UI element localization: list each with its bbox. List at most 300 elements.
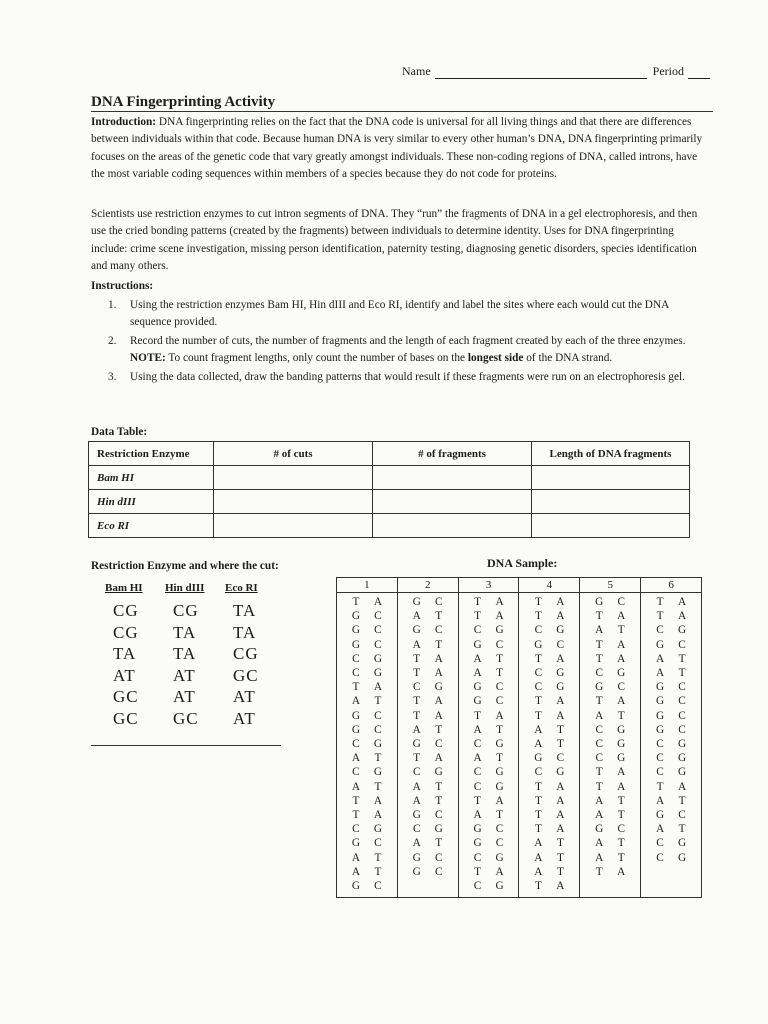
dna-base: T bbox=[656, 610, 664, 623]
dna-column-number: 5 bbox=[580, 578, 641, 593]
dna-base: C bbox=[473, 624, 482, 637]
step-number: 3. bbox=[108, 371, 117, 383]
dna-base: T bbox=[534, 823, 542, 836]
dna-base: T bbox=[556, 837, 564, 850]
col-restriction-enzyme: Restriction Enzyme bbox=[89, 442, 214, 466]
introduction-label: Introduction: bbox=[91, 116, 157, 128]
dna-column-cell[interactable] bbox=[458, 593, 519, 898]
dna-base: A bbox=[595, 794, 604, 807]
dna-table-header-row bbox=[337, 578, 702, 593]
dna-base: C bbox=[656, 851, 664, 864]
step-text: Using the restriction enzymes Bam HI, Hin dIII and Eco RI, identify and label the sites where each would cut the DNA sequence provided. bbox=[130, 299, 669, 328]
col-num-cuts: # of cuts bbox=[214, 442, 373, 466]
dna-base: G bbox=[473, 837, 482, 850]
lengths-cell[interactable] bbox=[532, 490, 690, 514]
enzyme-column-hindiii bbox=[165, 582, 225, 729]
dna-base: G bbox=[677, 851, 687, 864]
dna-base: T bbox=[374, 780, 382, 793]
dna-base: T bbox=[534, 695, 542, 708]
dna-base: C bbox=[473, 738, 482, 751]
dna-base: A bbox=[655, 823, 665, 836]
dna-base: G bbox=[655, 695, 665, 708]
dna-column-cell[interactable] bbox=[397, 593, 458, 898]
dna-base: A bbox=[495, 610, 504, 623]
dna-base: A bbox=[655, 667, 665, 680]
dna-base: C bbox=[595, 723, 603, 736]
dna-base: A bbox=[617, 780, 626, 793]
instructions-heading: Instructions: bbox=[91, 280, 154, 292]
dna-base: T bbox=[534, 596, 542, 608]
dna-base: T bbox=[413, 652, 421, 665]
dna-base: C bbox=[678, 809, 686, 822]
enzyme-label: Hin dIII bbox=[165, 582, 205, 594]
dna-base: G bbox=[412, 624, 421, 637]
base-pair: GC bbox=[113, 687, 139, 706]
dna-base: C bbox=[412, 681, 421, 694]
dna-base: C bbox=[678, 681, 686, 694]
dna-base: A bbox=[556, 823, 565, 836]
dna-base: T bbox=[595, 865, 603, 878]
dna-base: T bbox=[617, 709, 625, 722]
dna-base: G bbox=[351, 624, 360, 637]
dna-base: A bbox=[534, 865, 543, 878]
base-pair: TA bbox=[113, 644, 137, 663]
dna-column-number: 4 bbox=[519, 578, 580, 593]
base-pair: AT bbox=[233, 708, 256, 728]
enzyme-label: Bam HI bbox=[105, 582, 143, 594]
dna-base: G bbox=[677, 752, 687, 765]
dna-base: A bbox=[556, 709, 565, 722]
dna-base: A bbox=[556, 809, 565, 822]
period-field-line[interactable] bbox=[688, 66, 710, 79]
dna-base: T bbox=[374, 851, 382, 864]
dna-base: G bbox=[434, 823, 443, 836]
dna-base: T bbox=[474, 794, 482, 807]
note-label: NOTE: bbox=[130, 351, 166, 364]
enzyme-name: Eco RI bbox=[89, 514, 214, 538]
dna-base: G bbox=[412, 851, 421, 864]
dna-base: G bbox=[412, 738, 421, 751]
dna-base: A bbox=[351, 865, 360, 878]
dna-base: T bbox=[352, 794, 360, 807]
dna-base: G bbox=[495, 624, 504, 637]
dna-base: A bbox=[473, 752, 482, 765]
base-pair: GC bbox=[113, 708, 139, 728]
base-pair: AT bbox=[113, 665, 136, 685]
dna-base: T bbox=[435, 794, 443, 807]
dna-sequence bbox=[337, 595, 397, 893]
dna-base: A bbox=[373, 681, 382, 694]
data-table bbox=[88, 441, 690, 538]
dna-column-cell[interactable] bbox=[641, 593, 702, 898]
dna-base: T bbox=[556, 738, 564, 751]
dna-strand-left bbox=[406, 595, 428, 879]
dna-base: C bbox=[374, 880, 382, 893]
dna-base: G bbox=[473, 681, 482, 694]
dna-base: G bbox=[617, 752, 626, 765]
data-table-header-row bbox=[89, 442, 690, 466]
dna-base: A bbox=[373, 794, 382, 807]
dna-base: T bbox=[496, 809, 504, 822]
dna-base: G bbox=[556, 766, 565, 779]
dna-base: C bbox=[352, 667, 360, 680]
dna-base: G bbox=[351, 723, 360, 736]
restriction-enzyme-heading: Restriction Enzyme and where the cut: bbox=[91, 560, 279, 572]
dna-base: T bbox=[617, 624, 625, 637]
dna-base: C bbox=[556, 638, 565, 651]
instruction-step bbox=[108, 369, 708, 386]
dna-base: T bbox=[656, 780, 664, 793]
lengths-cell[interactable] bbox=[532, 514, 690, 538]
dna-base: C bbox=[352, 738, 360, 751]
dna-base: A bbox=[677, 610, 687, 623]
dna-base: T bbox=[595, 610, 603, 623]
dna-column-number: 3 bbox=[458, 578, 519, 593]
dna-base: C bbox=[678, 723, 686, 736]
dna-base: T bbox=[374, 865, 382, 878]
dna-base: T bbox=[435, 837, 443, 850]
step-text-part: Record the number of cuts, the number of fragments and the length of each fragment created by each of the three enzymes. bbox=[130, 335, 686, 347]
dna-sequence bbox=[641, 595, 701, 865]
dna-base: A bbox=[595, 624, 604, 637]
dna-base: G bbox=[373, 667, 382, 680]
fragments-cell[interactable] bbox=[373, 490, 532, 514]
dna-base: C bbox=[534, 624, 543, 637]
divider-line bbox=[91, 745, 281, 746]
dna-base: A bbox=[556, 780, 565, 793]
step-text bbox=[130, 333, 708, 366]
dna-base: A bbox=[412, 610, 421, 623]
dna-base: T bbox=[435, 723, 443, 736]
step-text-part: of the DNA strand. bbox=[526, 351, 613, 364]
dna-base: C bbox=[534, 766, 543, 779]
base-pair: CG bbox=[113, 601, 139, 620]
dna-base: C bbox=[595, 752, 603, 765]
dna-column-number: 6 bbox=[641, 578, 702, 593]
dna-base: C bbox=[473, 780, 482, 793]
dna-base: A bbox=[351, 780, 360, 793]
dna-table-body-row bbox=[337, 593, 702, 898]
dna-base: G bbox=[677, 738, 687, 751]
dna-strand-right bbox=[671, 595, 693, 865]
dna-base: A bbox=[412, 780, 421, 793]
dna-base: A bbox=[473, 667, 482, 680]
dna-base: G bbox=[655, 709, 665, 722]
dna-base: A bbox=[617, 766, 626, 779]
dna-base: A bbox=[351, 851, 360, 864]
dna-base: G bbox=[677, 837, 687, 850]
dna-strand-left bbox=[467, 595, 489, 893]
dna-strand-right bbox=[549, 595, 571, 893]
dna-base: G bbox=[655, 809, 665, 822]
dna-base: A bbox=[434, 709, 443, 722]
dna-base: C bbox=[412, 823, 421, 836]
dna-base: A bbox=[677, 596, 687, 608]
dna-base: G bbox=[473, 695, 482, 708]
dna-column-cell[interactable] bbox=[337, 593, 398, 898]
dna-base: G bbox=[495, 766, 504, 779]
step-number: 2. bbox=[108, 335, 117, 347]
table-row bbox=[89, 466, 690, 490]
page-title: DNA Fingerprinting Activity bbox=[91, 94, 276, 110]
longest-side-emphasis: longest side bbox=[467, 351, 524, 364]
dna-base: C bbox=[434, 738, 443, 751]
dna-base: A bbox=[534, 837, 543, 850]
dna-base: G bbox=[373, 738, 382, 751]
col-fragment-lengths: Length of DNA fragments bbox=[532, 442, 690, 466]
dna-base: A bbox=[534, 738, 543, 751]
dna-base: C bbox=[374, 837, 382, 850]
dna-base: A bbox=[556, 652, 565, 665]
dna-base: T bbox=[474, 610, 482, 623]
dna-base: T bbox=[617, 837, 625, 850]
base-pair: GC bbox=[173, 708, 199, 728]
instruction-step bbox=[108, 297, 708, 330]
dna-base: C bbox=[495, 837, 504, 850]
table-row bbox=[89, 490, 690, 514]
dna-base: A bbox=[617, 652, 626, 665]
dna-base: C bbox=[473, 766, 482, 779]
dna-base: G bbox=[595, 596, 604, 608]
dna-base: G bbox=[556, 681, 565, 694]
cuts-cell[interactable] bbox=[214, 466, 373, 490]
dna-strand-left bbox=[588, 595, 610, 879]
dna-base: C bbox=[656, 837, 664, 850]
dna-base: A bbox=[412, 794, 421, 807]
dna-base: A bbox=[412, 837, 421, 850]
dna-base: T bbox=[617, 794, 625, 807]
dna-base: G bbox=[495, 780, 504, 793]
header bbox=[402, 64, 710, 79]
instruction-step bbox=[108, 333, 708, 366]
dna-base: G bbox=[434, 766, 443, 779]
instructions-list bbox=[108, 297, 708, 389]
dna-base: G bbox=[351, 638, 360, 651]
base-pair: CG bbox=[173, 601, 199, 620]
dna-base: T bbox=[534, 610, 542, 623]
dna-base: C bbox=[434, 596, 443, 608]
dna-base: A bbox=[655, 794, 665, 807]
dna-base: T bbox=[556, 865, 564, 878]
period-label: Period bbox=[652, 64, 684, 78]
dna-base: A bbox=[534, 851, 543, 864]
dna-base: C bbox=[473, 880, 482, 893]
dna-base: A bbox=[595, 809, 604, 822]
dna-base: A bbox=[534, 723, 543, 736]
dna-base: G bbox=[373, 766, 382, 779]
dna-base: A bbox=[495, 794, 504, 807]
dna-base: A bbox=[495, 709, 504, 722]
dna-base: A bbox=[556, 596, 565, 608]
dna-base: G bbox=[595, 681, 604, 694]
dna-base: T bbox=[534, 780, 542, 793]
base-pair: TA bbox=[233, 622, 257, 642]
dna-base: C bbox=[678, 709, 686, 722]
dna-sequence bbox=[398, 595, 458, 879]
dna-base: A bbox=[617, 638, 626, 651]
dna-base: T bbox=[496, 752, 504, 765]
dna-column-cell[interactable] bbox=[519, 593, 580, 898]
introduction-text: DNA fingerprinting relies on the fact that the DNA code is universal for all living things and that there are differences between individuals within that code. Because human DNA is very similar to every other human’s DNA, DNA fingerprinting primarily focuses on the areas of the genetic code that vary greatly amongst individuals. These non-coding regions of DNA, called introns, have the most variable coding sequences within members of a species because they do not code for proteins. bbox=[91, 116, 703, 181]
dna-strand-right bbox=[428, 595, 450, 879]
dna-base: G bbox=[473, 638, 482, 651]
dna-base: G bbox=[655, 681, 665, 694]
dna-base: C bbox=[656, 752, 664, 765]
dna-column-cell[interactable] bbox=[580, 593, 641, 898]
enzyme-column-ecori bbox=[225, 582, 285, 729]
dna-base: G bbox=[351, 709, 360, 722]
dna-base: A bbox=[412, 723, 421, 736]
dna-base: T bbox=[595, 766, 603, 779]
dna-base: A bbox=[556, 880, 565, 893]
dna-base: C bbox=[656, 766, 664, 779]
dna-base: C bbox=[434, 809, 443, 822]
dna-base: C bbox=[617, 681, 625, 694]
dna-base: A bbox=[495, 865, 504, 878]
dna-sequence bbox=[519, 595, 579, 893]
dna-base: C bbox=[374, 723, 382, 736]
dna-base: T bbox=[534, 880, 542, 893]
dna-base: G bbox=[473, 823, 482, 836]
dna-base: C bbox=[656, 624, 664, 637]
dna-strand-right bbox=[367, 595, 389, 893]
dna-base: C bbox=[595, 667, 603, 680]
dna-base: T bbox=[413, 709, 421, 722]
dna-base: T bbox=[534, 652, 542, 665]
title-row bbox=[91, 93, 713, 112]
base-pair: TA bbox=[173, 644, 197, 663]
dna-base: C bbox=[495, 681, 504, 694]
dna-base: A bbox=[373, 809, 382, 822]
dna-base: C bbox=[352, 823, 360, 836]
dna-base: C bbox=[678, 695, 686, 708]
dna-base: A bbox=[351, 695, 360, 708]
dna-base: G bbox=[351, 837, 360, 850]
dna-base: A bbox=[473, 652, 482, 665]
data-table-label: Data Table: bbox=[91, 426, 148, 438]
cuts-cell[interactable] bbox=[214, 514, 373, 538]
dna-base: A bbox=[617, 865, 626, 878]
dna-base: A bbox=[473, 723, 482, 736]
dna-base: T bbox=[413, 752, 421, 765]
dna-base: A bbox=[495, 596, 504, 608]
dna-base: C bbox=[534, 667, 543, 680]
dna-base: G bbox=[617, 667, 626, 680]
dna-base: A bbox=[434, 652, 443, 665]
dna-base: T bbox=[474, 709, 482, 722]
dna-base: G bbox=[373, 652, 382, 665]
dna-base: G bbox=[556, 667, 565, 680]
dna-base: T bbox=[534, 809, 542, 822]
dna-strand-left bbox=[345, 595, 367, 893]
dna-base: G bbox=[495, 851, 504, 864]
dna-base: C bbox=[374, 709, 382, 722]
dna-base: A bbox=[595, 709, 604, 722]
dna-base: A bbox=[677, 780, 687, 793]
dna-base: C bbox=[473, 851, 482, 864]
dna-base: A bbox=[617, 695, 626, 708]
dna-base: A bbox=[595, 837, 604, 850]
cuts-cell[interactable] bbox=[214, 490, 373, 514]
dna-base: G bbox=[412, 809, 421, 822]
dna-base: A bbox=[473, 809, 482, 822]
dna-base: C bbox=[495, 695, 504, 708]
dna-base: G bbox=[534, 638, 543, 651]
dna-base: C bbox=[374, 624, 382, 637]
enzyme-label: Eco RI bbox=[225, 582, 258, 594]
dna-strand-right bbox=[489, 595, 511, 893]
dna-base: A bbox=[412, 638, 421, 651]
dna-sample-table bbox=[336, 577, 702, 898]
step-text-part: To count fragment lengths, only count the number of bases on the bbox=[168, 351, 466, 364]
col-num-fragments: # of fragments bbox=[373, 442, 532, 466]
dna-base: C bbox=[412, 766, 421, 779]
dna-base: C bbox=[495, 638, 504, 651]
dna-base: T bbox=[435, 610, 443, 623]
dna-base: T bbox=[534, 794, 542, 807]
base-pair: AT bbox=[173, 687, 196, 706]
fragments-cell[interactable] bbox=[373, 466, 532, 490]
dna-base: T bbox=[556, 851, 564, 864]
dna-base: T bbox=[413, 695, 421, 708]
dna-base: T bbox=[595, 695, 603, 708]
fragments-cell[interactable] bbox=[373, 514, 532, 538]
dna-base: G bbox=[595, 823, 604, 836]
dna-base: T bbox=[435, 638, 443, 651]
dna-sequence bbox=[459, 595, 519, 893]
dna-base: A bbox=[556, 695, 565, 708]
step-number: 1. bbox=[108, 299, 117, 311]
dna-base: T bbox=[678, 823, 686, 836]
base-pair: AT bbox=[233, 687, 256, 706]
dna-base: G bbox=[556, 624, 565, 637]
name-label: Name bbox=[402, 64, 431, 78]
dna-base: G bbox=[655, 638, 665, 651]
dna-base: A bbox=[373, 596, 382, 608]
dna-base: G bbox=[677, 766, 687, 779]
enzyme-column-bamhi bbox=[105, 582, 165, 729]
dna-base: T bbox=[496, 652, 504, 665]
dna-base: C bbox=[374, 638, 382, 651]
dna-base: T bbox=[474, 596, 482, 608]
dna-base: G bbox=[412, 865, 421, 878]
dna-base: T bbox=[352, 809, 360, 822]
dna-base: G bbox=[373, 823, 382, 836]
dna-strand-left bbox=[649, 595, 671, 865]
dna-base: T bbox=[595, 638, 603, 651]
name-field-line[interactable] bbox=[435, 66, 647, 79]
dna-base: T bbox=[678, 794, 686, 807]
dna-base: C bbox=[352, 652, 360, 665]
dna-base: C bbox=[434, 624, 443, 637]
dna-base: C bbox=[617, 823, 625, 836]
dna-base: G bbox=[655, 723, 665, 736]
dna-base: T bbox=[617, 809, 625, 822]
dna-base: G bbox=[617, 723, 626, 736]
dna-base: A bbox=[556, 794, 565, 807]
dna-base: T bbox=[556, 723, 564, 736]
dna-base: G bbox=[617, 738, 626, 751]
dna-base: T bbox=[617, 851, 625, 864]
dna-base: C bbox=[595, 738, 603, 751]
dna-base: T bbox=[352, 681, 360, 694]
lengths-cell[interactable] bbox=[532, 466, 690, 490]
dna-column-number: 2 bbox=[397, 578, 458, 593]
dna-base: C bbox=[656, 738, 664, 751]
dna-base: C bbox=[495, 823, 504, 836]
introduction-paragraph bbox=[91, 114, 707, 184]
dna-base: T bbox=[496, 667, 504, 680]
